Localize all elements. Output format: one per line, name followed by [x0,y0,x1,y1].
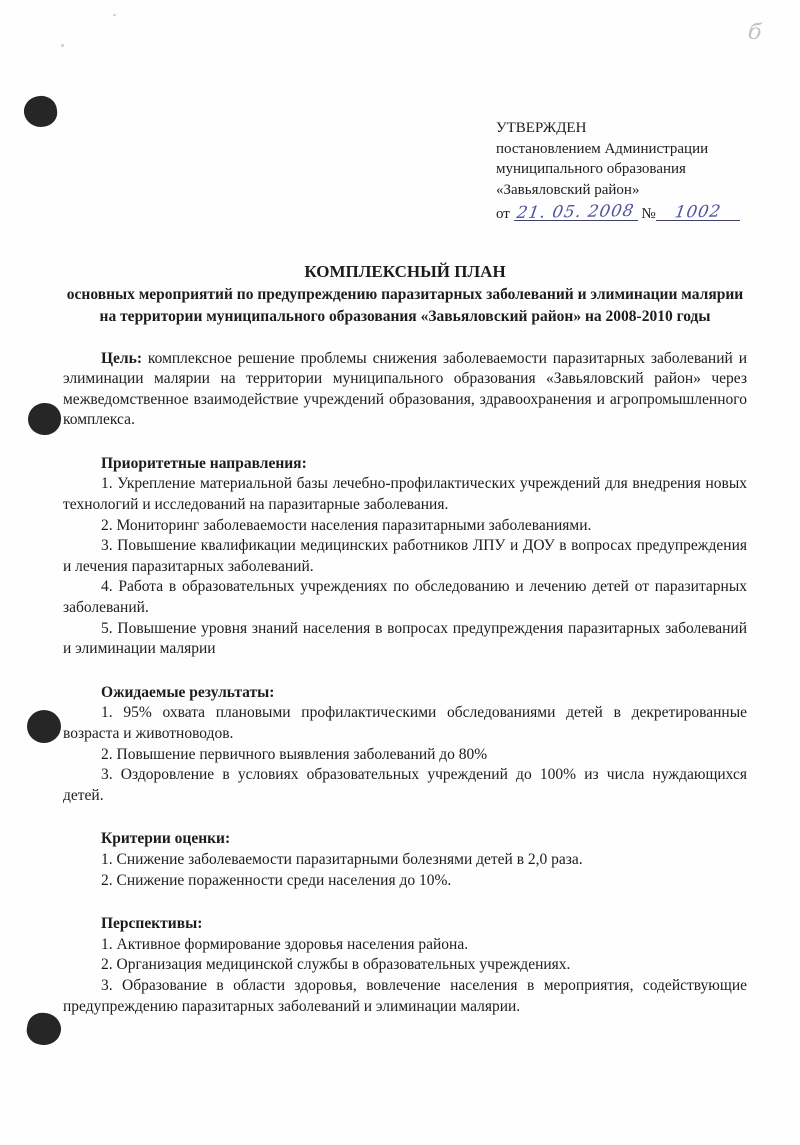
date-prefix-label: от [496,206,510,222]
approval-date-number-line [496,200,747,225]
date-blank-underline [514,200,638,223]
goal-label: Цель: [101,349,142,367]
document-subtitle: основных мероприятий по предупреждению паразитарных заболеваний и элиминации малярии на территории муниципального образования «Завьяловский район» на 2008-2010 годы [66,285,744,325]
list-item: 3. Образование в области здоровья, вовлечение населения в мероприятия, содействующие предупреждению паразитарных заболеваний и элиминации малярии. [63,976,747,1015]
approval-line-resolution: постановлением Администрации [496,140,709,157]
binder-punch-dot [24,1010,63,1047]
document-title: КОМПЛЕКСНЫЙ ПЛАН [304,261,506,281]
section-heading-expected-results: Ожидаемые результаты: [101,683,275,701]
list-item: 4. Работа в образовательных учреждениях по обследованию и лечению детей от паразитарных заболеваний. [63,578,747,617]
goal-text: комплексное решение проблемы снижения заболеваемости паразитарных заболеваний и элиминации малярии на территории муниципального образования «Завьяловский район» через межведомственное взаимодействие учреждений образования, здравоохранения и агропромышленного комплекса. [63,349,747,429]
list-item: 5. Повышение уровня знаний населения в вопросах предупреждения паразитарных заболеваний и элиминации малярии [63,619,747,658]
handwritten-number: 1002 [673,201,723,222]
pencil-page-number: б [746,19,763,46]
list-item: 2. Снижение пораженности среди населения до 10%. [101,871,452,889]
section-heading-perspectives: Перспективы: [101,915,203,933]
list-item: 1. Снижение заболеваемости паразитарными болезнями детей в 2,0 раза. [101,850,583,868]
section-heading-evaluation-criteria: Критерии оценки: [101,830,231,848]
document-content [63,0,747,1017]
list-item: 3. Оздоровление в условиях образовательных учреждений до 100% из числа нуждающихся детей. [63,766,747,804]
list-item: 1. Укрепление материальной базы лечебно-профилактических учреждений для внедрения новых технологий и исследований на паразитарные заболевания. [63,475,747,514]
list-item: 2. Повышение первичного выявления заболеваний до 80% [101,745,488,763]
goal-paragraph [63,349,747,431]
number-blank-underline [656,203,740,221]
list-item: 3. Повышение квалификации медицинских работников ЛПУ и ДОУ в вопросах предупреждения и лечения паразитарных заболеваний. [63,537,747,575]
list-item: 1. 95% охвата плановыми профилактическими обследованиями детей в декретированные возраста и животноводов. [63,704,747,742]
binder-punch-dot [22,94,59,129]
binder-punch-dot [27,402,63,437]
handwritten-date: 21. 05. 2008 [515,200,636,223]
approval-line-district: «Завьяловский район» [496,181,640,198]
list-item: 2. Мониторинг заболеваемости населения паразитарными заболеваниями. [101,516,592,534]
binder-punch-dot [27,710,61,743]
approval-block [496,118,747,225]
approval-line-municipality: муниципального образования [496,161,686,177]
approval-line-approved: УТВЕРЖДЕН [496,120,587,136]
number-prefix-label: № [641,206,656,222]
section-heading-priorities: Приоритетные направления: [101,454,307,472]
list-item: 1. Активное формирование здоровья населения района. [101,935,469,953]
list-item: 2. Организация медицинской службы в образовательных учреждениях. [101,956,571,974]
